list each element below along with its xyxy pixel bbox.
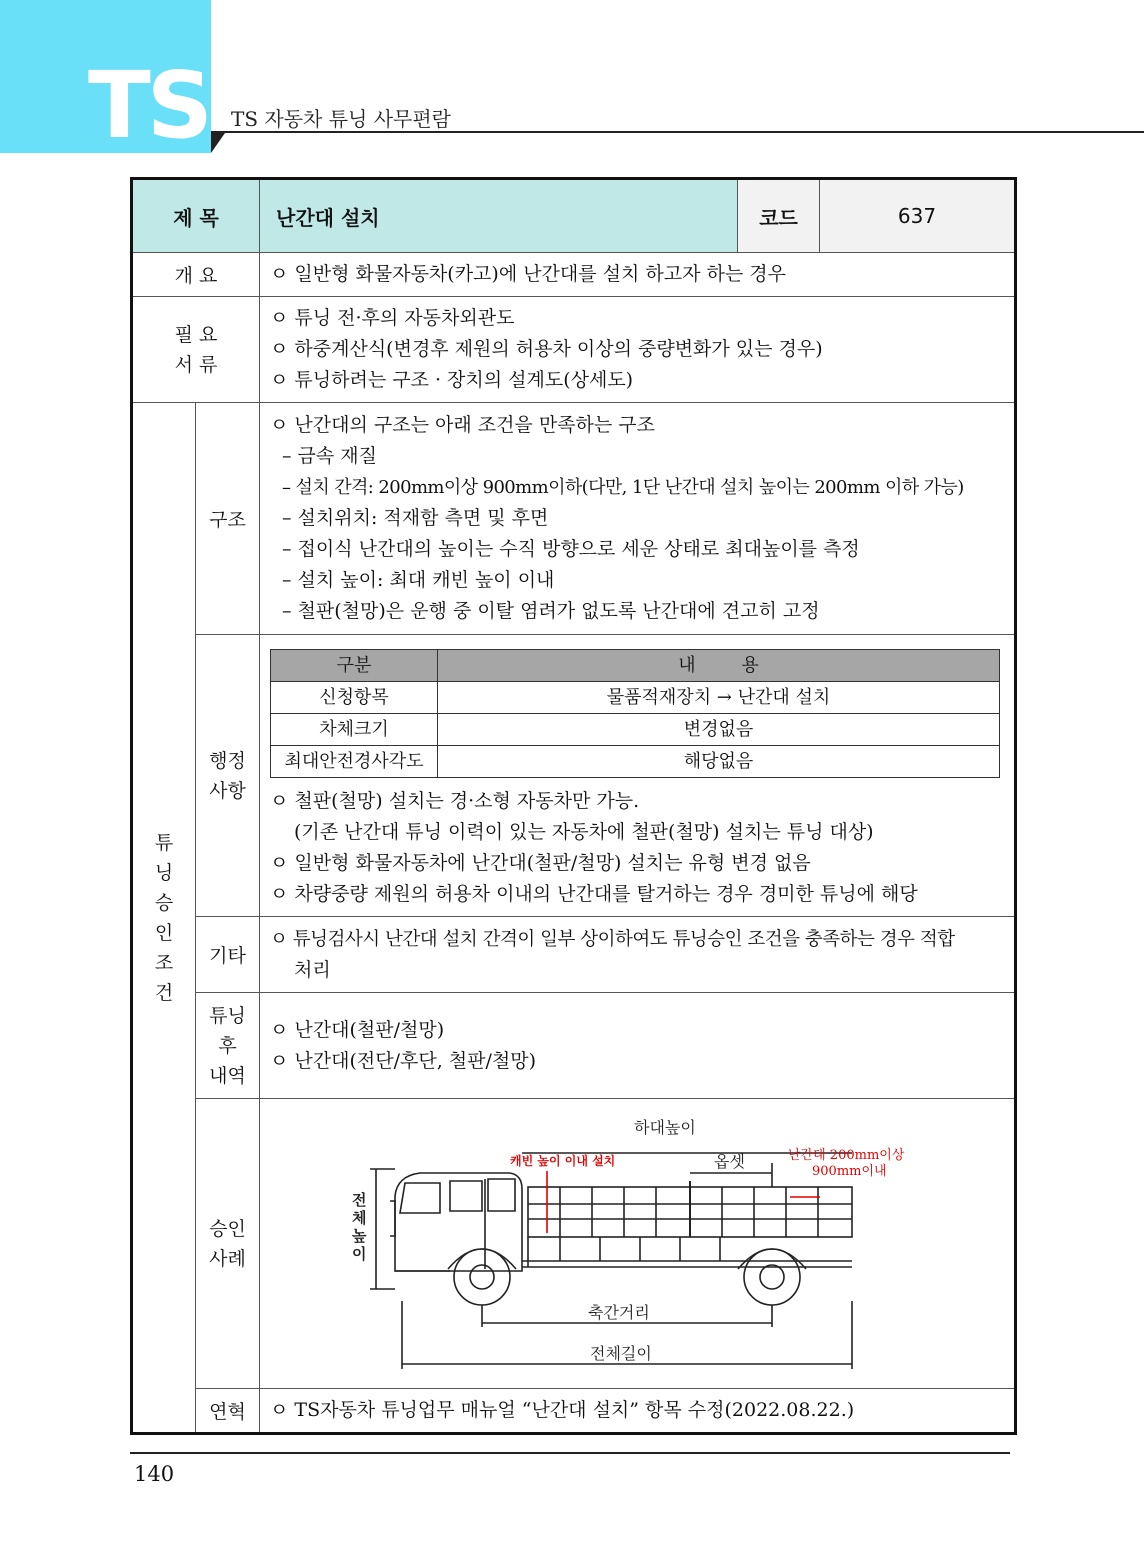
history-text: ㅇ TS자동차 튜닝업무 매뉴얼 “난간대 설치” 항목 수정(2022.08.22.)	[260, 1389, 1016, 1434]
admin-note: ㅇ 일반형 화물자동차에 난간대(철판/철망) 설치는 유형 변경 없음	[270, 852, 811, 874]
truck-diagram-svg	[260, 1101, 1012, 1387]
after-item: ㅇ 난간대(철판/철망)	[270, 1018, 445, 1041]
docs-item: ㅇ 튜닝하려는 구조 · 장치의 설계도(상세도)	[270, 369, 634, 391]
admin-note: (기존 난간대 튜닝 이력이 있는 자동차에 철판(철망) 설치는 튜닝 대상)	[294, 821, 874, 843]
other-content	[260, 917, 1016, 993]
admin-row	[132, 635, 1016, 917]
admin-content	[260, 635, 1016, 917]
offset-label: 옵셋	[714, 1151, 745, 1171]
structure-item: – 금속 재질	[282, 445, 378, 467]
cab-door-window	[450, 1181, 482, 1211]
docs-item: ㅇ 튜닝 전·후의 자동차외관도	[270, 307, 515, 329]
deck-height-label: 하대높이	[634, 1117, 696, 1137]
inner-cell: 최대안전경사각도	[271, 746, 438, 778]
inner-cell: 변경없음	[438, 714, 1000, 746]
after-item: ㅇ 난간대(전단/후단, 철판/철망)	[270, 1049, 537, 1072]
other-row	[132, 917, 1016, 993]
other-line: 처리	[294, 958, 331, 981]
title-label: 제 목	[132, 179, 260, 253]
total-height-label: 이	[352, 1244, 367, 1263]
structure-label: 구조	[196, 403, 260, 635]
overview-label: 개 요	[132, 253, 260, 297]
cabin-height-note: 캐빈 높이 이내 설치	[510, 1153, 616, 1168]
condition-label: 튜 닝 승 인 조 건	[132, 403, 196, 1434]
admin-inner-table	[270, 649, 1000, 778]
cab-window	[400, 1183, 440, 1213]
footer-rule	[130, 1452, 1010, 1454]
title-row	[132, 179, 1016, 253]
inner-header-cell: 구분	[271, 650, 438, 682]
structure-item: – 접이식 난간대의 높이는 수직 방향으로 세운 상태로 최대높이를 측정	[282, 538, 860, 560]
docs-item: ㅇ 하중계산식(변경후 제원의 허용차 이상의 중량변화가 있는 경우)	[270, 338, 823, 360]
rear-wheel	[744, 1249, 800, 1305]
title-value: 난간대 설치	[260, 179, 738, 253]
after-row	[132, 993, 1016, 1099]
header-title: TS 자동차 튜닝 사무편람	[231, 107, 451, 131]
admin-label: 행정 사항	[196, 635, 260, 917]
docs-list	[260, 297, 1016, 403]
overview-row	[132, 253, 1016, 297]
structure-item: – 철판(철망)은 운행 중 이탈 염려가 없도록 난간대에 견고히 고정	[282, 600, 820, 622]
inner-cell: 물품적재장치 → 난간대 설치	[438, 682, 1000, 714]
structure-content	[260, 403, 1016, 635]
tuning-spec-table	[130, 177, 1017, 1435]
inner-row	[271, 746, 1000, 778]
inner-cell: 차체크기	[271, 714, 438, 746]
code-label: 코드	[738, 179, 820, 253]
admin-note: ㅇ 철판(철망) 설치는 경·소형 자동차만 가능.	[270, 790, 640, 812]
code-value: 637	[820, 179, 1016, 253]
truck-diagram	[260, 1101, 1014, 1387]
example-label: 승인 사례	[196, 1099, 260, 1389]
structure-item: – 설치위치: 적재함 측면 및 후면	[282, 507, 549, 529]
after-content	[260, 993, 1016, 1099]
docs-row	[132, 297, 1016, 403]
admin-note: ㅇ 차량중량 제원의 허용차 이내의 난간대를 탈거하는 경우 경미한 튜닝에 해당	[270, 883, 918, 905]
total-length-label: 전체길이	[590, 1343, 652, 1363]
total-height-label: 높	[352, 1226, 367, 1245]
inner-row	[271, 682, 1000, 714]
wheelbase-label: 축간거리	[588, 1302, 650, 1322]
page-number: 140	[134, 1462, 175, 1486]
inner-cell: 신청항목	[271, 682, 438, 714]
header-rule	[211, 131, 1144, 133]
history-row	[132, 1389, 1016, 1434]
header-rule-corner	[211, 133, 225, 153]
total-height-label: 전	[352, 1190, 367, 1209]
history-label: 연혁	[196, 1389, 260, 1434]
total-height-label: 체	[352, 1208, 367, 1227]
structure-row	[132, 403, 1016, 635]
inner-header-cell: 내 용	[438, 650, 1000, 682]
front-wheel	[454, 1249, 510, 1305]
other-line: ㅇ 튜닝검사시 난간대 설치 간격이 일부 상이하여도 튜닝승인 조건을 충족하는 경우 적합	[270, 928, 955, 950]
overview-text: ㅇ 일반형 화물자동차(카고)에 난간대를 설치 하고자 하는 경우	[260, 253, 1016, 297]
after-label: 튜닝 후 내역	[196, 993, 260, 1099]
rail-note-2: 900mm이내	[812, 1163, 887, 1179]
example-content	[260, 1099, 1016, 1389]
ts-logo: TS	[88, 52, 210, 159]
example-row	[132, 1099, 1016, 1389]
structure-item: – 설치 높이: 최대 캐빈 높이 이내	[282, 569, 555, 591]
rail-note-1: 난간대 200mm이상	[788, 1147, 905, 1163]
structure-item: – 설치 간격: 200mm이상 900mm이하(다만, 1단 난간대 설치 높이는 200mm 이하 가능)	[282, 477, 964, 498]
inner-cell: 해당없음	[438, 746, 1000, 778]
structure-intro: ㅇ 난간대의 구조는 아래 조건을 만족하는 구조	[270, 414, 655, 436]
other-label: 기타	[196, 917, 260, 993]
docs-label: 필 요 서 류	[132, 297, 260, 403]
inner-header-row	[271, 650, 1000, 682]
inner-row	[271, 714, 1000, 746]
